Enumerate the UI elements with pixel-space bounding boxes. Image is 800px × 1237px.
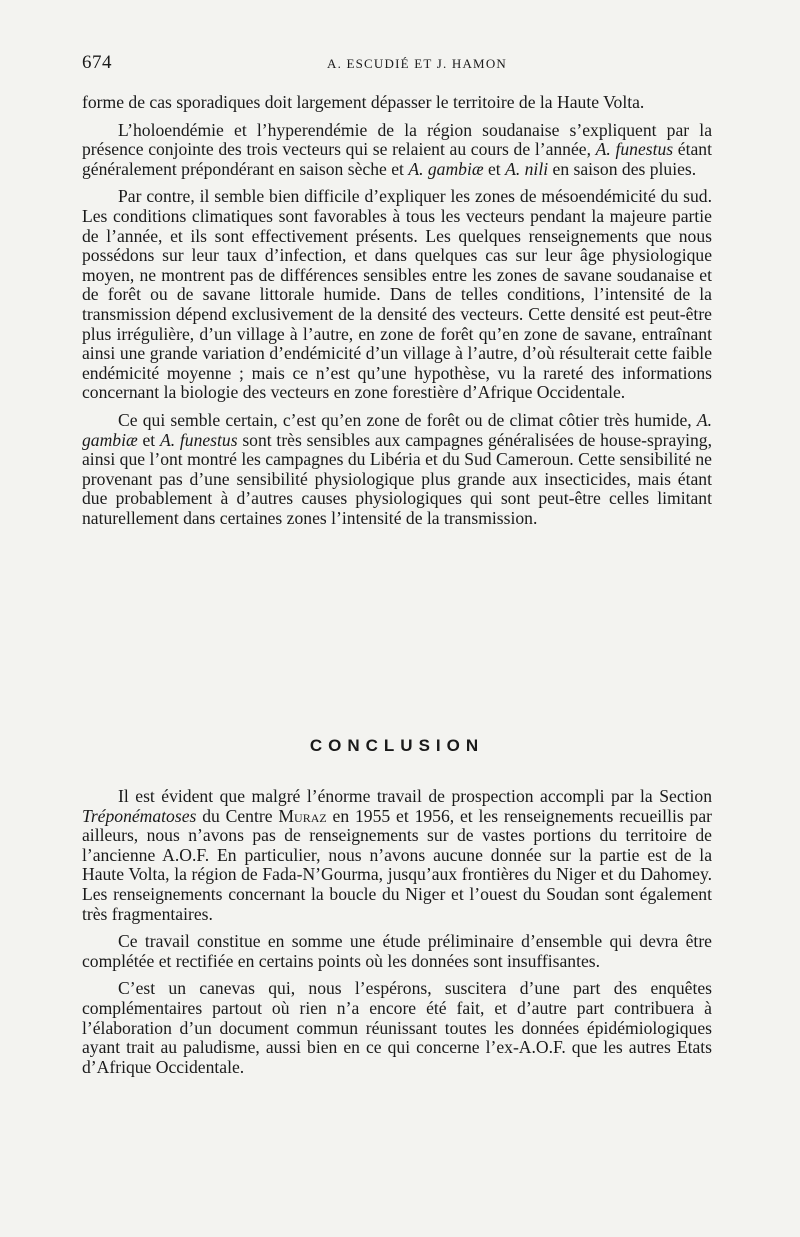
species-name: A. nili <box>505 158 549 179</box>
paragraph-sensitivity <box>82 411 712 529</box>
section-heading: CONCLUSION <box>309 736 485 755</box>
species-name: A. funestus <box>159 429 238 450</box>
paragraph-mesoendemicity <box>82 187 712 403</box>
paragraph-text: et <box>137 429 160 450</box>
species-name: A. funestus <box>595 139 674 160</box>
paragraph-conclusion-2 <box>82 932 712 971</box>
species-name: A. gambiæ <box>408 158 484 179</box>
running-header <box>82 52 712 78</box>
paragraph-text: Il est évident que malgré l’énorme travail de prospection accompli par la Section <box>118 786 712 806</box>
paragraph-text: et <box>483 158 506 179</box>
paragraph-text: Ce qui semble certain, c’est qu’en zone de forêt ou de climat côtier très humide, <box>118 409 697 430</box>
paragraph-text: L’holoendémie et l’hyperendémie de la région soudanaise s’expliquent par la présence conjointe des trois vecteurs qui se relaient au cours de l’année, <box>82 119 712 160</box>
paragraph-text: forme de cas sporadiques doit largement dépasser le territoire de la Haute Volta. <box>82 92 645 112</box>
paragraph-text: en 1955 et 1956, et les renseignements recueillis par ailleurs, nous n’avons pas de renseignements sur de vastes portions du territoire de l’ancienne A.O.F. En particulier, nous n’avons aucune donnée sur la partie est de la Haute Volta, la région de Fada-N’Gourma, jusqu’aux frontières du Niger et du Dahomey. Les renseignements concernant la boucle du Niger et l’ouest du Soudan sont également très fragmentaires. <box>82 805 712 924</box>
paragraph-text: en saison des pluies. <box>548 158 697 179</box>
conclusion-body <box>82 787 712 1077</box>
section-body <box>82 93 712 528</box>
paragraph-conclusion-1 <box>82 787 712 924</box>
paragraph-text: C’est un canevas qui, nous l’espérons, suscitera d’une part des enquêtes complémentaires partout où rien n’a encore été fait, et d’autre part contribuera à l’élaboration d’un document commun réunissant toutes les données épidémiologiques ayant trait au paludisme, aussi bien en ce qui concerne l’ex-A.O.F. que les autres Etats d’Afrique Occidentale. <box>82 978 712 1077</box>
centre-name: Muraz <box>278 805 327 826</box>
paragraph-text: sont très sensibles aux campagnes généralisées de house-spraying, ainsi que l’ont montré les campagnes du Libéria et du Sud Cameroun. Cette sensibilité ne provenant pas d’une sensibilité physiologique plus grande aux insecticides, mais étant due probablement à d’autres causes physiologiques qui sont peut-être celles limitant naturellement dans certaines zones l’intensité de la transmission. <box>82 429 712 528</box>
page-number: 674 <box>82 52 112 73</box>
running-title: A. ESCUDIÉ ET J. HAMON <box>327 56 507 71</box>
section-name: Tréponématoses <box>82 805 197 826</box>
paragraph-text: Ce travail constitue en somme une étude préliminaire d’ensemble qui devra être complétée et rectifiée en certains points où les données sont insuffisantes. <box>82 931 712 971</box>
species-name: A. gambiæ <box>82 409 712 450</box>
paragraph-text: Par contre, il semble bien difficile d’expliquer les zones de mésoendémicité du sud. Les conditions climatiques sont favorables à tous les vecteurs pendant la majeure partie de l’année, et ils sont effectivement présents. Les quelques renseignements que nous possédons sur leur taux d’infection, et dans quelques cas sur leur âge physiologique moyen, ne montrent pas de différences sensibles entre les zones de savane soudanaise et de forêt ou de savane littorale humide. Dans de telles conditions, l’intensité de la transmission dépend exclusivement de la densité des vecteurs. Cette densité est peut-être plus irrégulière, d’un village à l’autre, en zone de forêt qu’en zone de savane, entraînant ainsi une grande variation d’endémicité d’un village à l’autre, d’où résulterait cette faible endémicité moyenne ; mais ce n’est qu’une hypothèse, vu la rareté des informations concernant la biologie des vecteurs en zone forestière d’Afrique Occidentale. <box>82 186 712 403</box>
paragraph-endemicity <box>82 121 712 180</box>
paragraph-text: étant généralement prépondérant en saison sèche et <box>82 139 712 179</box>
paragraph-conclusion-3 <box>82 979 712 1077</box>
paragraph-continuation <box>82 93 712 113</box>
paragraph-text: du Centre <box>196 805 279 826</box>
